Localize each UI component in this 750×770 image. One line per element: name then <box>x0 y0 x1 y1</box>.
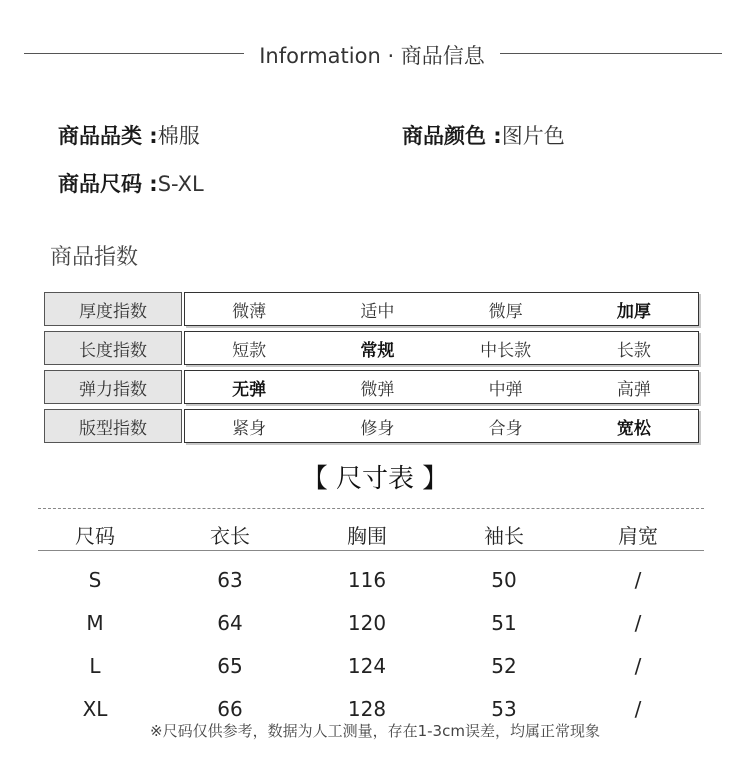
index-option: 中弹 <box>488 379 523 400</box>
index-option-selected: 宽松 <box>616 418 651 439</box>
table-row <box>0 646 750 686</box>
table-top-rule <box>38 508 704 509</box>
column-header: 尺码 <box>75 523 115 548</box>
index-option: 修身 <box>360 418 395 439</box>
table-cell: 52 <box>491 654 517 678</box>
index-options <box>184 409 699 443</box>
header-rule-right <box>500 53 722 54</box>
table-header-rule <box>38 550 704 551</box>
category-value: 棉服 <box>157 124 200 148</box>
table-cell: / <box>634 697 642 721</box>
index-title: 商品指数 <box>50 245 139 270</box>
index-option: 微厚 <box>488 301 523 322</box>
index-option: 中长款 <box>480 340 532 361</box>
size-label: 商品尺码 : <box>58 172 158 196</box>
index-option: 微弹 <box>360 379 395 400</box>
table-cell: 66 <box>217 697 243 721</box>
table-cell: / <box>634 568 642 592</box>
header-rule-left <box>24 53 244 54</box>
column-header: 肩宽 <box>618 523 658 548</box>
table-cell: 65 <box>217 654 243 678</box>
index-option: 高弹 <box>616 379 651 400</box>
size-note: ※尺码仅供参考，数据为人工测量，存在1-3cm误差，均属正常现象 <box>150 722 600 740</box>
category-label: 商品品类 : <box>58 124 158 148</box>
table-cell: 124 <box>347 654 387 678</box>
index-option-selected: 常规 <box>360 340 395 361</box>
index-option: 合身 <box>488 418 523 439</box>
index-name: 厚度指数 <box>44 292 182 326</box>
index-option: 长款 <box>616 340 651 361</box>
table-cell: 128 <box>347 697 387 721</box>
index-name: 弹力指数 <box>44 370 182 404</box>
table-cell: / <box>634 611 642 635</box>
column-header: 胸围 <box>347 523 387 548</box>
section-header <box>0 38 750 68</box>
index-row <box>44 292 699 326</box>
index-options <box>184 331 699 365</box>
table-header <box>0 514 750 554</box>
table-row <box>0 603 750 643</box>
index-name: 版型指数 <box>44 409 182 443</box>
index-option: 短款 <box>232 340 267 361</box>
table-cell: 51 <box>491 611 517 635</box>
index-row <box>44 409 699 443</box>
column-header: 衣长 <box>210 523 250 548</box>
size-value: S-XL <box>157 172 204 196</box>
table-cell: 64 <box>217 611 243 635</box>
column-header: 袖长 <box>484 523 524 548</box>
color-value: 图片色 <box>501 124 565 148</box>
table-cell: M <box>86 611 104 635</box>
index-option: 适中 <box>360 301 395 322</box>
table-cell: 50 <box>491 568 517 592</box>
index-options <box>184 370 699 404</box>
index-option: 紧身 <box>232 418 267 439</box>
index-options <box>184 292 699 326</box>
table-cell: 116 <box>347 568 387 592</box>
color-info <box>402 120 565 150</box>
table-cell: / <box>634 654 642 678</box>
category-info <box>58 120 200 150</box>
size-table-title: 【 尺寸表 】 <box>301 464 449 494</box>
index-option: 微薄 <box>232 301 267 322</box>
index-row <box>44 331 699 365</box>
table-cell: L <box>89 654 101 678</box>
table-row <box>0 560 750 600</box>
color-label: 商品颜色 : <box>402 124 502 148</box>
table-cell: 53 <box>491 697 517 721</box>
index-option-selected: 加厚 <box>616 301 651 322</box>
index-name: 长度指数 <box>44 331 182 365</box>
table-cell: XL <box>82 697 108 721</box>
table-cell: 63 <box>217 568 243 592</box>
index-row <box>44 370 699 404</box>
table-cell: S <box>88 568 102 592</box>
index-option-selected: 无弹 <box>232 379 267 400</box>
size-info <box>58 168 204 198</box>
table-cell: 120 <box>347 611 387 635</box>
section-title: Information · 商品信息 <box>259 44 485 68</box>
